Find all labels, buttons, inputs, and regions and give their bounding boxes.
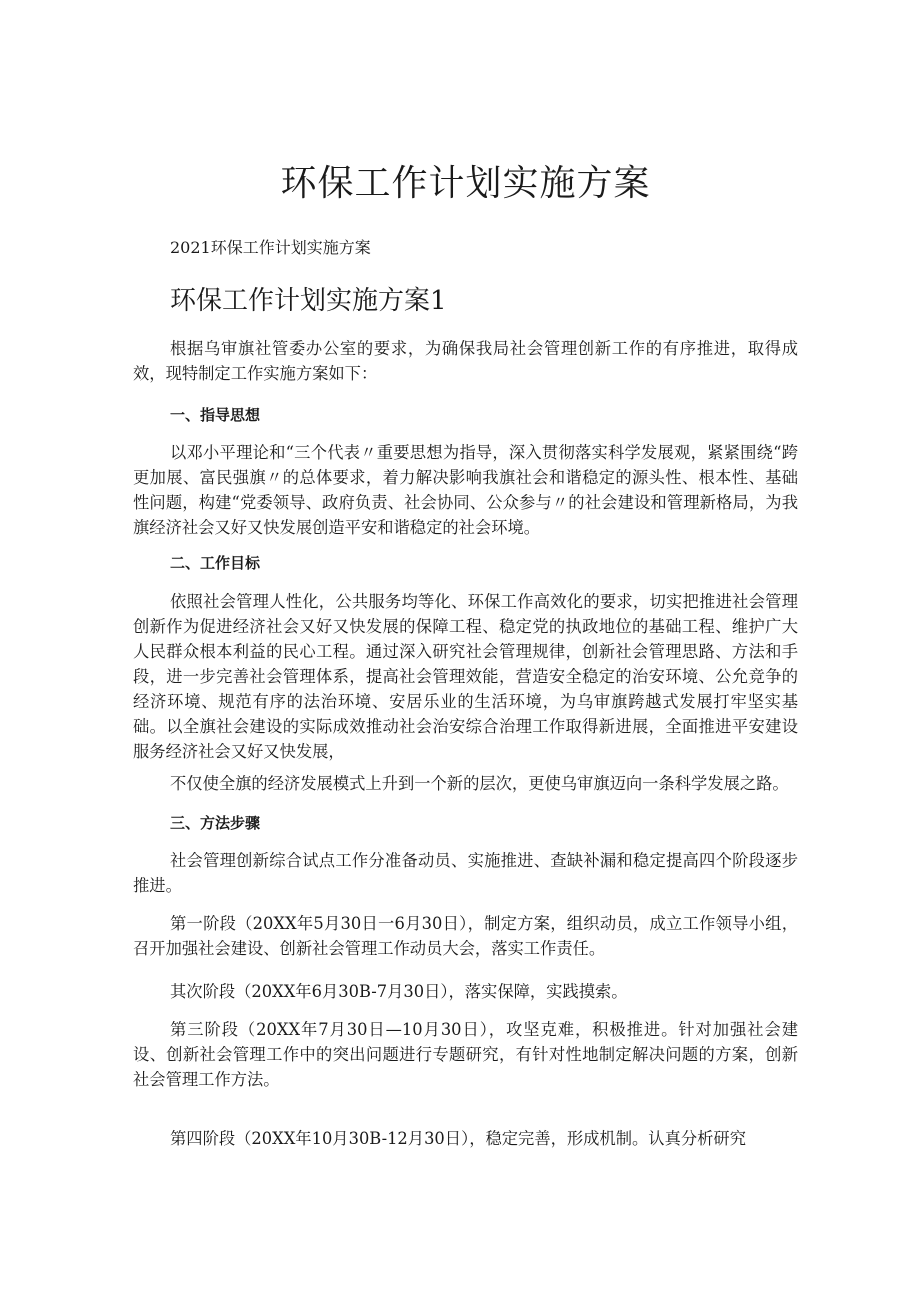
plan-heading: 环保工作计划实施方案1 [170, 286, 447, 316]
section-2-paragraph-2: 不仅使全旗的经济发展模式上升到一个新的层次，更使乌审旗迈向一条科学发展之路。 [170, 774, 789, 793]
section-3-title: 三、方法步骤 [170, 814, 261, 832]
section-3-paragraph-2: 第一阶段（20XX年5月30日一6月30日），制定方案，组织动员，成立工作领导小组，召开加强社会建设、创新社会管理工作动员大会，落实工作责任。 [133, 914, 798, 958]
section-2-title: 二、工作目标 [170, 554, 261, 572]
section-3-paragraph-1: 社会管理创新综合试点工作分准备动员、实施推进、查缺补漏和稳定提高四个阶段逐步推进。 [133, 851, 798, 895]
document-subtitle: 2021环保工作计划实施方案 [170, 238, 371, 257]
section-1-title: 一、指导思想 [170, 406, 261, 424]
section-3-paragraph-4: 第三阶段（20XX年7月30日—10月30日），攻坚克难，积极推进。针对加强社会建设、创新社会管理工作中的突出问题进行专题研究，有针对性地制定解决问题的方案，创新社会管理工作方法。 [133, 1020, 798, 1089]
intro-paragraph: 根据乌审旗社管委办公室的要求，为确保我局社会管理创新工作的有序推进，取得成效，现特制定工作实施方案如下： [133, 339, 798, 383]
section-2-paragraph-1: 依照社会管理人性化，公共服务均等化、环保工作高效化的要求，切实把推进社会管理创新作为促进经济社会又好又快发展的保障工程、稳定党的执政地位的基础工程、维护广大人民群众根本利益的民心工程。通过深入研究社会管理规律，创新社会管理思路、方法和手段，进一步完善社会管理体系，提高社会管理效能，营造安全稳定的治安环境、公允竞争的经济环境、规范有序的法治环境、安居乐业的生活环境，为乌审旗跨越式发展打牢坚实基础。以全旗社会建设的实际成效推动社会治安综合治理工作取得新进展，全面推进平安建设服务经济社会又好又快发展， [133, 592, 798, 761]
document-title: 环保工作计划实施方案 [280, 163, 651, 204]
section-3-paragraph-5: 第四阶段（20XX年10月30B-12月30日），稳定完善，形成机制。认真分析研究 [170, 1129, 746, 1148]
section-3-paragraph-3: 其次阶段（20XX年6月30B-7月30日），落实保障，实践摸索。 [170, 982, 628, 1001]
section-1-paragraph: 以邓小平理论和“三个代表〃重要思想为指导，深入贯彻落实科学发展观，紧紧围绕“跨更加展、富民强旗〃的总体要求，着力解决影响我旗社会和谐稳定的源头性、根本性、基础性问题，构建“党委领导、政府负责、社会协同、公众参与〃的社会建设和管理新格局，为我旗经济社会又好又快发展创造平安和谐稳定的社会环境。 [133, 443, 798, 537]
